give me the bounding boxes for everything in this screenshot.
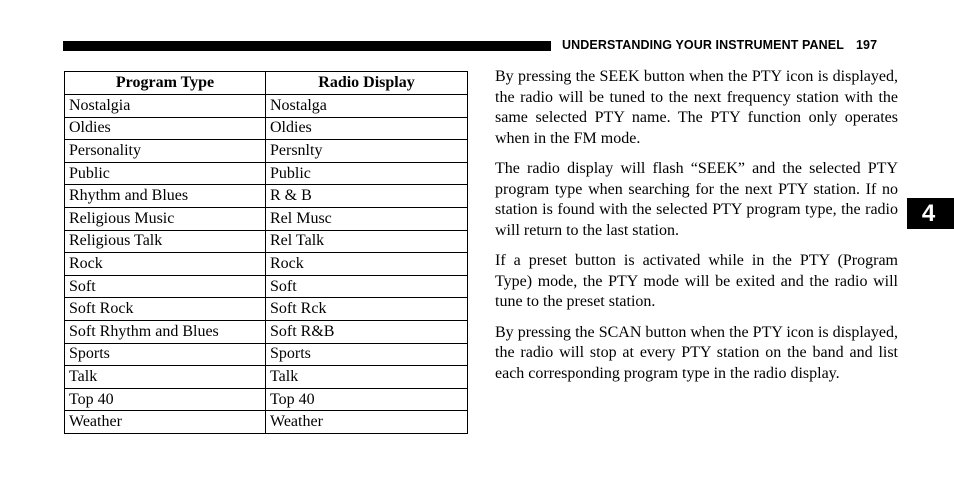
table-row: [65, 185, 468, 208]
radio-display-cell: R & B: [266, 185, 468, 208]
table-row: [65, 411, 468, 434]
table-row: [65, 275, 468, 298]
radio-display-cell: Soft: [266, 275, 468, 298]
radio-display-cell: Public: [266, 162, 468, 185]
program-type-cell: Top 40: [65, 388, 266, 411]
table-row: [65, 230, 468, 253]
section-tab: 4: [907, 198, 954, 229]
page-number: 197: [855, 38, 878, 52]
body-text: [495, 67, 898, 394]
paragraph-preset: If a preset button is activated while in the PTY (Program Type) mode, the PTY mode will be exited and the radio will tune to the preset station.: [495, 252, 898, 310]
table-row: [65, 253, 468, 276]
table-row: [65, 366, 468, 389]
header-title: UNDERSTANDING YOUR INSTRUMENT PANEL: [562, 38, 844, 52]
table-body: [65, 95, 468, 434]
program-type-cell: Weather: [65, 411, 266, 434]
radio-display-cell: Persnlty: [266, 140, 468, 163]
program-type-cell: Public: [65, 162, 266, 185]
paragraph-seek: By pressing the SEEK button when the PTY icon is displayed, the radio will be tuned to the next frequency station with the same selected PTY name. The PTY function only operates when in the FM mode.: [495, 68, 898, 147]
program-type-table: [64, 71, 468, 434]
program-type-cell: Religious Music: [65, 207, 266, 230]
program-type-cell: Religious Talk: [65, 230, 266, 253]
table-row: [65, 95, 468, 118]
column-header-program-type: Program Type: [65, 72, 266, 95]
table-row: [65, 320, 468, 343]
table-row: [65, 117, 468, 140]
program-type-cell: Personality: [65, 140, 266, 163]
program-type-cell: Soft Rock: [65, 298, 266, 321]
radio-display-cell: Rel Talk: [266, 230, 468, 253]
program-type-cell: Rock: [65, 253, 266, 276]
table-row: [65, 388, 468, 411]
table-header-row: [65, 72, 468, 95]
header-rule: [63, 41, 551, 51]
radio-display-cell: Talk: [266, 366, 468, 389]
table-row: [65, 298, 468, 321]
program-type-cell: Soft Rhythm and Blues: [65, 320, 266, 343]
program-type-cell: Rhythm and Blues: [65, 185, 266, 208]
radio-display-cell: Oldies: [266, 117, 468, 140]
radio-display-cell: Weather: [266, 411, 468, 434]
radio-display-cell: Nostalga: [266, 95, 468, 118]
running-header: [562, 36, 877, 54]
program-type-cell: Nostalgia: [65, 95, 266, 118]
column-header-radio-display: Radio Display: [266, 72, 468, 95]
table-row: [65, 207, 468, 230]
table-row: [65, 343, 468, 366]
radio-display-cell: Soft Rck: [266, 298, 468, 321]
table-row: [65, 162, 468, 185]
program-type-cell: Soft: [65, 275, 266, 298]
radio-display-cell: Rock: [266, 253, 468, 276]
radio-display-cell: Sports: [266, 343, 468, 366]
radio-display-cell: Rel Musc: [266, 207, 468, 230]
table-row: [65, 140, 468, 163]
program-type-cell: Talk: [65, 366, 266, 389]
paragraph-flash-seek: The radio display will flash “SEEK” and the selected PTY program type when searching for the next PTY station. If no station is found with the selected PTY program type, the radio will return to the last station.: [495, 160, 898, 239]
program-type-cell: Oldies: [65, 117, 266, 140]
program-type-cell: Sports: [65, 343, 266, 366]
paragraph-scan: By pressing the SCAN button when the PTY icon is displayed, the radio will stop at every PTY station on the band and list each corresponding program type in the radio display.: [495, 323, 898, 382]
radio-display-cell: Soft R&B: [266, 320, 468, 343]
radio-display-cell: Top 40: [266, 388, 468, 411]
